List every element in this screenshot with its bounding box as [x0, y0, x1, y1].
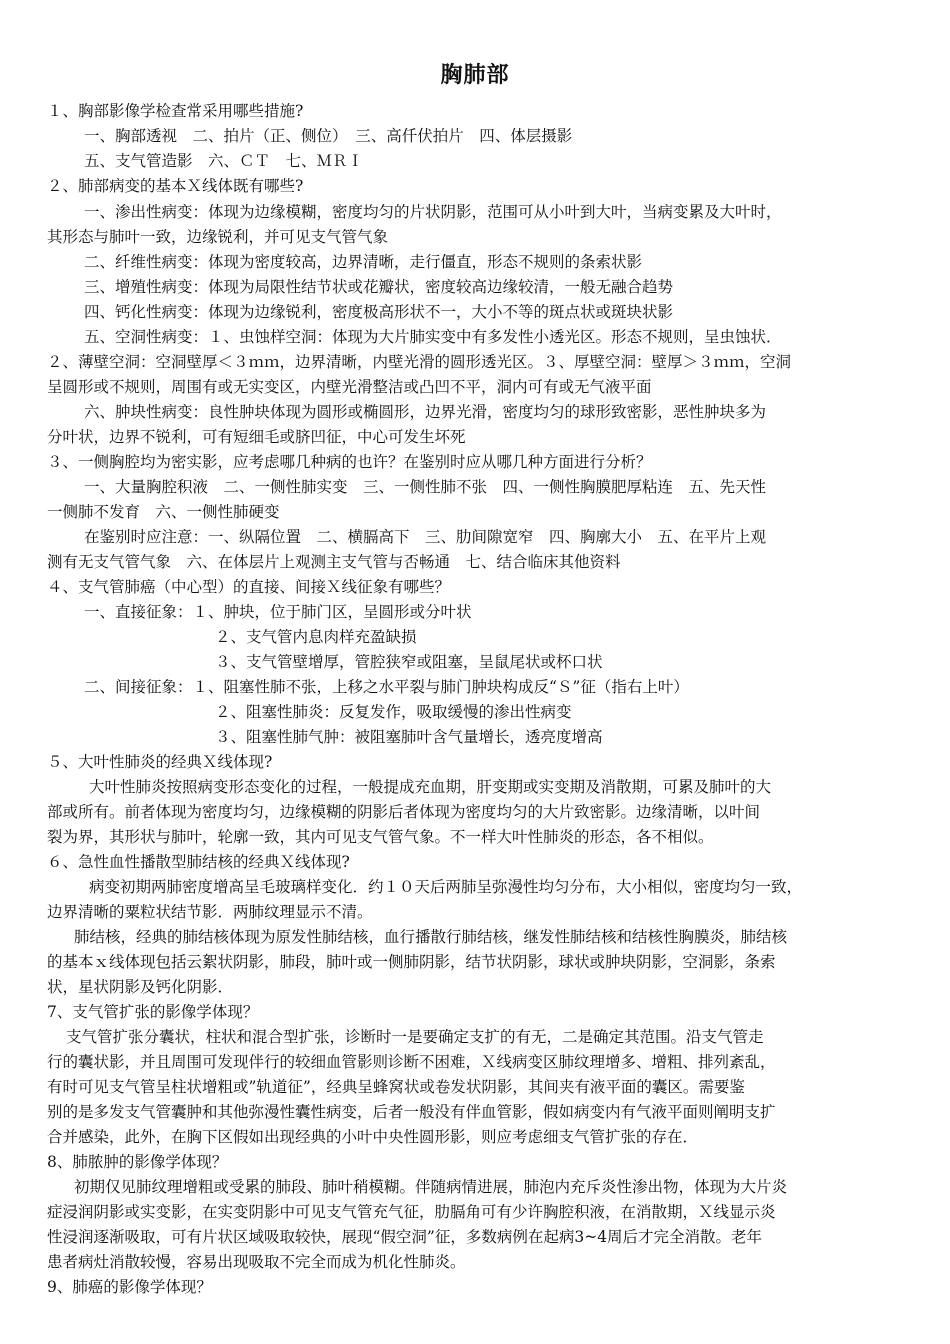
question-9-heading: 9、肺癌的影像学体现？ [47, 1278, 212, 1296]
text-line: ２、薄壁空洞：空洞壁厚＜３ｍｍ，边界清晰，内壁光滑的圆形透光区。３、厚壁空洞：壁厚＞３ｍｍ，空洞 [47, 353, 792, 371]
text-line: 大叶性肺炎按照病变形态变化的过程，一般提成充血期，肝变期或实变期及消散期，可累及肺叶的大 [89, 778, 772, 796]
text-line: ２、支气管内息肉样充盈缺损 [215, 628, 417, 646]
text-line: ３、支气管壁增厚，管腔狭窄或阻塞，呈鼠尾状或杯口状 [215, 653, 603, 671]
question-7-heading: 7、支气管扩张的影像学体现？ [47, 1003, 259, 1021]
text-line: 其形态与肺叶一致，边缘锐利，并可见支气管气象 [47, 228, 389, 246]
question-8-heading: 8、肺脓肿的影像学体现？ [47, 1153, 228, 1171]
text-line: 五、支气管造影 六、ＣＴ 七、ＭＲＩ [84, 152, 364, 170]
text-line: 性浸润逐渐吸取，可有片状区域吸取较快，展现“假空洞”征，多数病例在起病3~4周后才完全消散。老年 [47, 1228, 763, 1246]
question-1-heading: １、胸部影像学检查常采用哪些措施? [47, 102, 304, 120]
text-line: 二、间接征象：１、阻塞性肺不张，上移之水平裂与肺门肿块构成反“Ｓ”征（指右上叶） [84, 678, 689, 696]
text-line: 肺结核，经典的肺结核体现为原发性肺结核，血行播散行肺结核，继发性肺结核和结核性胸膜炎，肺结核 [74, 928, 788, 946]
text-line: 边界清晰的粟粒状结节影．两肺纹理显示不清。 [47, 903, 373, 921]
text-line: 五、空洞性病变：１、虫蚀样空洞：体现为大片肺实变中有多发性小透光区。形态不规则，呈虫蚀状． [84, 328, 782, 346]
question-6-heading: ６、急性血性播散型肺结核的经典Ｘ线体现? [47, 853, 350, 871]
text-line: 测有无支气管气象 六、在体层片上观测主支气管与否畅通 七、结合临床其他资料 [47, 553, 621, 571]
text-line: ２、阻塞性肺炎：反复发作，吸取缓慢的渗出性病变 [215, 703, 572, 721]
text-line: 初期仅见肺纹理增粗或受累的肺段、肺叶稍模糊。伴随病情进展，肺泡内充斥炎性渗出物，体现为大片炎 [74, 1178, 788, 1196]
question-4-heading: ４、支气管肺癌（中心型）的直接、间接Ｘ线征象有哪些？ [47, 578, 451, 596]
text-line: 三、增殖性病变：体现为局限性结节状或花瓣状，密度较高边缘较清，一般无融合趋势 [84, 278, 674, 296]
text-line: 行的囊状影，并且周围可发现伴行的较细血管影则诊断不困难，Ｘ线病变区肺纹理增多、增粗、排列紊乱， [47, 1053, 776, 1071]
page-title: 胸肺部 [440, 63, 510, 88]
text-line: 在鉴别时应注意：一、纵隔位置 二、横膈高下 三、肋间隙宽窄 四、胸廓大小 五、在平片上观 [84, 528, 767, 546]
text-line: 裂为界，其形状与肺叶，轮廓一致，其内可见支气管气象。不一样大叶性肺炎的形态，各不相似。 [47, 828, 714, 846]
text-line: 症浸润阴影或实变影，在实变阴影中可见支气管充气征，肋膈角可有少许胸腔积液，在消散期，Ｘ线显示炎 [47, 1203, 776, 1221]
text-line: 一、直接征象：１、肿块，位于肺门区，呈圆形或分叶状 [84, 603, 472, 621]
question-3-heading: ３、一侧胸腔均为密实影，应考虑哪几种病的也许？在鉴别时应从哪几种方面进行分析？ [47, 453, 652, 471]
text-line: 六、肿块性病变：良性肿块体现为圆形或椭圆形，边界光滑，密度均匀的球形致密影，恶性肿块多为 [84, 403, 767, 421]
text-line: 合并感染，此外，在胸下区假如出现经典的小叶中央性圆形影，则应考虑细支气管扩张的存在． [47, 1128, 699, 1146]
text-line: 分叶状，边界不锐利，可有短细毛或脐凹征，中心可发生坏死 [47, 428, 466, 446]
text-line: ３、阻塞性肺气肿：被阻塞肺叶含气量增长，透亮度增高 [215, 728, 603, 746]
text-line: 别的是多发支气管囊肿和其他弥漫性囊性病变，后者一般没有伴血管影，假如病变内有气液平面则阐明支扩 [47, 1103, 776, 1121]
text-line: 的基本ｘ线体现包括云絮状阴影，肺段，肺叶或一侧肺阴影，结节状阴影，球状或肿块阴影，空洞影，条索 [47, 953, 776, 971]
text-line: 部或所有。前者体现为密度均匀，边缘模糊的阴影后者体现为密度均匀的大片致密影。边缘清晰，以叶间 [47, 803, 761, 821]
text-line: 一、渗出性病变：体现为边缘模糊，密度均匀的片状阴影，范围可从小叶到大叶，当病变累及大叶时， [84, 203, 782, 221]
text-line: 病变初期两肺密度增高呈毛玻璃样变化．约１０天后两肺呈弥漫性均匀分布，大小相似，密度均匀一致， [89, 878, 803, 896]
text-line: 一侧肺不发育 六、一侧性肺硬变 [47, 503, 280, 521]
text-line: 一、大量胸腔积液 二、一侧性肺实变 三、一侧性肺不张 四、一侧性胸膜肥厚粘连 五、先天性 [84, 478, 767, 496]
question-2-heading: ２、肺部病变的基本Ｘ线体既有哪些? [47, 177, 304, 195]
question-5-heading: ５、大叶性肺炎的经典Ｘ线体现? [47, 753, 273, 771]
text-line: 患者病灶消散较慢，容易出现吸取不完全而成为机化性肺炎。 [47, 1253, 466, 1271]
text-line: 状，星状阴影及钙化阴影． [47, 978, 234, 996]
text-line: 四、钙化性病变：体现为边缘锐利，密度极高形状不一，大小不等的斑点状或斑块状影 [84, 303, 674, 321]
text-line: 呈圆形或不规则，周围有或无实变区，内壁光滑整洁或凸凹不平，洞内可有或无气液平面 [47, 378, 652, 396]
text-line: 支气管扩张分囊状，柱状和混合型扩张，诊断时一是要确定支扩的有无，二是确定其范围。沿支气管走 [66, 1028, 764, 1046]
text-line: 有时可见支气管呈柱状增粗或”轨道征”，经典呈蜂窝状或卷发状阴影，其间夹有液平面的囊区。需要鉴 [47, 1078, 745, 1096]
text-line: 二、纤维性病变：体现为密度较高，边界清晰，走行僵直，形态不规则的条索状影 [84, 253, 643, 271]
text-line: 一、胸部透视 二、拍片（正、侧位） 三、高仟伏拍片 四、体层摄影 [84, 127, 573, 145]
